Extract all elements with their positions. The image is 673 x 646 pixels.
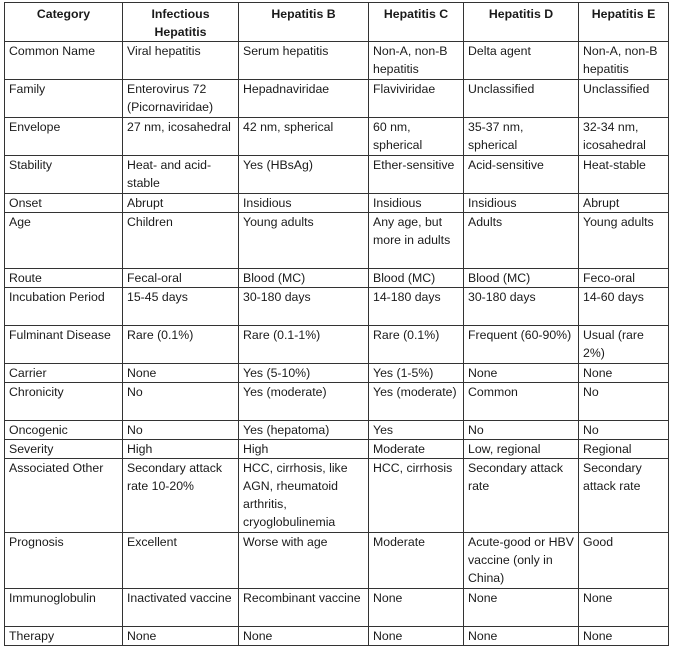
table-cell: 30-180 days: [464, 288, 579, 326]
table-cell: No: [579, 421, 669, 440]
row-category-cell: Common Name: [5, 42, 123, 80]
table-cell: None: [369, 627, 464, 646]
table-cell: Viral hepatitis: [123, 42, 239, 80]
table-cell: 42 nm, spherical: [239, 118, 369, 156]
row-category-cell: Associated Other: [5, 459, 123, 533]
row-category-cell: Severity: [5, 440, 123, 459]
row-category-cell: Stability: [5, 156, 123, 194]
table-row: [5, 269, 669, 288]
table-cell: Rare (0.1%): [369, 326, 464, 364]
table-cell: Inactivated vaccine: [123, 589, 239, 627]
table-cell: Insidious: [239, 194, 369, 213]
table-cell: Good: [579, 533, 669, 589]
table-cell: HCC, cirrhosis, like AGN, rheumatoid arthritis, cryoglobulinemia: [239, 459, 369, 533]
table-cell: Rare (0.1-1%): [239, 326, 369, 364]
table-cell: Blood (MC): [369, 269, 464, 288]
table-cell: Enterovirus 72 (Picornaviridae): [123, 80, 239, 118]
table-cell: Common: [464, 383, 579, 421]
table-cell: None: [239, 627, 369, 646]
table-cell: Yes (1-5%): [369, 364, 464, 383]
header-hepatitis-c: Hepatitis C: [369, 3, 464, 42]
table-cell: 32-34 nm, icosahedral: [579, 118, 669, 156]
table-cell: Delta agent: [464, 42, 579, 80]
table-cell: Flaviviridae: [369, 80, 464, 118]
table-row: [5, 156, 669, 194]
table-row: [5, 42, 669, 80]
header-hepatitis-b: Hepatitis B: [239, 3, 369, 42]
table-cell: 60 nm, spherical: [369, 118, 464, 156]
table-cell: Usual (rare 2%): [579, 326, 669, 364]
table-cell: 15-45 days: [123, 288, 239, 326]
table-cell: Yes (moderate): [239, 383, 369, 421]
row-category-cell: Immunoglobulin: [5, 589, 123, 627]
table-cell: Worse with age: [239, 533, 369, 589]
row-category-cell: Incubation Period: [5, 288, 123, 326]
table-row: [5, 421, 669, 440]
table-cell: Unclassified: [579, 80, 669, 118]
table-cell: Feco-oral: [579, 269, 669, 288]
table-cell: No: [123, 383, 239, 421]
row-category-cell: Carrier: [5, 364, 123, 383]
table-cell: Secondary attack rate 10-20%: [123, 459, 239, 533]
table-cell: Ether-sensitive: [369, 156, 464, 194]
table-cell: Secondary attack rate: [464, 459, 579, 533]
table-cell: Frequent (60-90%): [464, 326, 579, 364]
header-category: Category: [5, 3, 123, 42]
table-cell: No: [579, 383, 669, 421]
table-cell: 30-180 days: [239, 288, 369, 326]
header-hepatitis-d: Hepatitis D: [464, 3, 579, 42]
table-cell: Non-A, non-B hepatitis: [579, 42, 669, 80]
table-cell: Moderate: [369, 533, 464, 589]
table-cell: Adults: [464, 213, 579, 269]
table-cell: Heat-stable: [579, 156, 669, 194]
table-row: [5, 118, 669, 156]
table-row: [5, 440, 669, 459]
table-cell: None: [369, 589, 464, 627]
table-cell: None: [579, 589, 669, 627]
table-cell: Unclassified: [464, 80, 579, 118]
header-hepatitis-e: Hepatitis E: [579, 3, 669, 42]
table-row: [5, 326, 669, 364]
table-cell: None: [579, 364, 669, 383]
table-cell: Acid-sensitive: [464, 156, 579, 194]
table-cell: Acute-good or HBV vaccine (only in China): [464, 533, 579, 589]
table-cell: Moderate: [369, 440, 464, 459]
table-row: [5, 194, 669, 213]
table-cell: Excellent: [123, 533, 239, 589]
table-cell: None: [464, 589, 579, 627]
table-cell: High: [123, 440, 239, 459]
row-category-cell: Family: [5, 80, 123, 118]
table-cell: Any age, but more in adults: [369, 213, 464, 269]
table-row: [5, 213, 669, 269]
table-cell: No: [464, 421, 579, 440]
table-cell: Secondary attack rate: [579, 459, 669, 533]
table-row: [5, 459, 669, 533]
table-cell: Regional: [579, 440, 669, 459]
table-cell: Fecal-oral: [123, 269, 239, 288]
table-cell: Abrupt: [579, 194, 669, 213]
table-row: [5, 627, 669, 646]
table-cell: Yes: [369, 421, 464, 440]
table-cell: Yes (moderate): [369, 383, 464, 421]
table-cell: Yes (HBsAg): [239, 156, 369, 194]
table-cell: Recombinant vaccine: [239, 589, 369, 627]
table-cell: Young adults: [239, 213, 369, 269]
table-cell: 27 nm, icosahedral: [123, 118, 239, 156]
table-cell: 14-60 days: [579, 288, 669, 326]
row-category-cell: Fulminant Disease: [5, 326, 123, 364]
row-category-cell: Chronicity: [5, 383, 123, 421]
row-category-cell: Prognosis: [5, 533, 123, 589]
table-cell: Hepadnaviridae: [239, 80, 369, 118]
table-row: [5, 364, 669, 383]
table-cell: High: [239, 440, 369, 459]
table-cell: Yes (hepatoma): [239, 421, 369, 440]
table-cell: None: [464, 364, 579, 383]
table-row: [5, 589, 669, 627]
table-cell: HCC, cirrhosis: [369, 459, 464, 533]
table-body: [5, 42, 669, 646]
table-cell: Rare (0.1%): [123, 326, 239, 364]
table-cell: Insidious: [464, 194, 579, 213]
table-cell: None: [123, 364, 239, 383]
row-category-cell: Route: [5, 269, 123, 288]
table-cell: Heat- and acid-stable: [123, 156, 239, 194]
table-cell: Abrupt: [123, 194, 239, 213]
row-category-cell: Therapy: [5, 627, 123, 646]
table-cell: Low, regional: [464, 440, 579, 459]
table-cell: Children: [123, 213, 239, 269]
table-cell: Blood (MC): [464, 269, 579, 288]
table-row: [5, 288, 669, 326]
table-cell: Insidious: [369, 194, 464, 213]
table-cell: Serum hepatitis: [239, 42, 369, 80]
table-cell: Yes (5-10%): [239, 364, 369, 383]
header-row: [5, 3, 669, 42]
header-infectious-hepatitis: Infectious Hepatitis: [123, 3, 239, 42]
row-category-cell: Envelope: [5, 118, 123, 156]
row-category-cell: Onset: [5, 194, 123, 213]
table-cell: Non-A, non-B hepatitis: [369, 42, 464, 80]
row-category-cell: Age: [5, 213, 123, 269]
table-row: [5, 383, 669, 421]
table-row: [5, 533, 669, 589]
table-cell: Young adults: [579, 213, 669, 269]
table-cell: 14-180 days: [369, 288, 464, 326]
hepatitis-comparison-table: [4, 2, 669, 646]
table-cell: None: [579, 627, 669, 646]
table-row: [5, 80, 669, 118]
table-cell: None: [123, 627, 239, 646]
row-category-cell: Oncogenic: [5, 421, 123, 440]
table-cell: 35-37 nm, spherical: [464, 118, 579, 156]
table-cell: None: [464, 627, 579, 646]
table-cell: Blood (MC): [239, 269, 369, 288]
table-cell: No: [123, 421, 239, 440]
